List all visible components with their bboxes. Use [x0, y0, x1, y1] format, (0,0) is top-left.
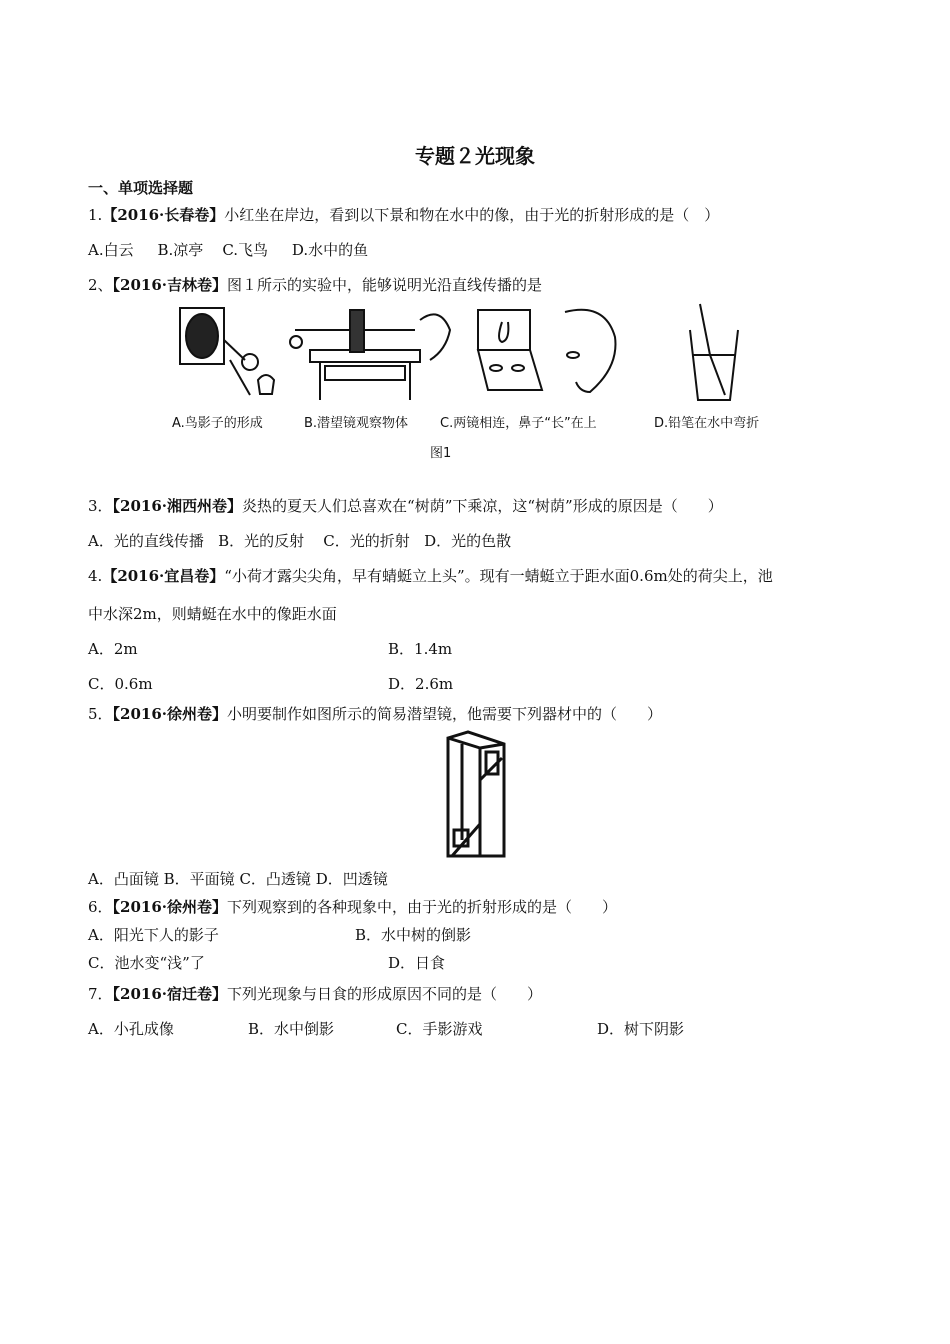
q5-option-c: C．凸透镜	[239, 870, 311, 888]
q4-stem-line-2: 中水深2m，则蜻蜓在水中的像距水面	[88, 605, 337, 623]
question-1	[88, 204, 719, 225]
q3-stem: 炎热的夏天人们总喜欢在“树荫”下乘凉，这“树荫”形成的原因是（ ）	[242, 497, 723, 515]
q4-option-d: D．2.6m	[388, 675, 454, 693]
q3-option-a: A．光的直线传播	[88, 532, 204, 550]
q4-option-a: A．2m	[88, 640, 138, 658]
figure-1-illustration	[170, 300, 790, 410]
two-mirrors-drawing	[478, 310, 615, 392]
q6-option-b: B．水中树的倒影	[355, 926, 472, 944]
page-title: 专题２光现象	[415, 144, 535, 168]
q1-option-a: A.白云	[88, 241, 134, 259]
q7-option-b: B．水中倒影	[248, 1020, 335, 1038]
q7-option-c: C．手影游戏	[396, 1020, 483, 1038]
q1-stem: 小红坐在岸边，看到以下景和物在水中的像，由于光的折射形成的是（ ）	[224, 206, 720, 224]
q1-source: 【2016·长春卷】	[102, 206, 225, 224]
q7-number: 7．	[88, 985, 113, 1003]
question-3	[88, 495, 723, 516]
q2-source: 【2016·吉林卷】	[112, 276, 228, 294]
figure-1-caption-d: D.铅笔在水中弯折	[654, 416, 760, 431]
q5-option-a: A．凸面镜	[88, 870, 159, 888]
figure-1-caption-b: B.潜望镜观察物体	[304, 416, 409, 431]
q3-option-c: C．光的折射	[323, 532, 410, 550]
q5-option-d: D．凹透镜	[315, 870, 388, 888]
bird-shadow-drawing	[180, 308, 274, 395]
q5-number: 5．	[88, 705, 113, 723]
q6-option-a: A．阳光下人的影子	[88, 926, 219, 944]
q3-option-d: D．光的色散	[424, 532, 512, 550]
figure-1-caption-a: A.鸟影子的形成	[172, 416, 263, 431]
q3-option-b: B．光的反射	[218, 532, 305, 550]
q4-source: 【2016·宜昌卷】	[102, 567, 225, 585]
q3-number: 3．	[88, 497, 113, 515]
q1-option-d: D.水中的鱼	[291, 241, 369, 259]
q1-option-b: B.凉亭	[157, 241, 204, 259]
q7-option-d: D．树下阴影	[597, 1020, 685, 1038]
q2-number: 2、	[88, 276, 113, 294]
q4-option-b: B．1.4m	[388, 640, 453, 658]
q4-stem-line-1: “小荷才露尖尖角，早有蜻蜓立上头”。现有一蜻蜓立于距水面0.6m处的荷尖上，池	[224, 567, 773, 585]
figure-1-label: 图1	[430, 446, 452, 461]
question-2	[88, 274, 542, 295]
q1-option-c: C.飞鸟	[222, 241, 269, 259]
question-6	[88, 896, 617, 917]
section-heading: 一、单项选择题	[88, 179, 194, 197]
q7-option-a: A．小孔成像	[88, 1020, 174, 1038]
q6-number: 6．	[88, 898, 113, 916]
q7-stem: 下列光现象与日食的形成原因不同的是（ ）	[227, 985, 543, 1003]
q6-source: 【2016·徐州卷】	[112, 898, 228, 916]
figure-1-caption-c: C.两镜相连，鼻子“长”在上	[440, 416, 597, 431]
q5-option-b: B．平面镜	[163, 870, 235, 888]
q5-options	[88, 868, 388, 889]
periscope-drawing	[290, 310, 450, 400]
q2-stem: 图１所示的实验中，能够说明光沿直线传播的是	[227, 276, 543, 294]
q6-stem: 下列观察到的各种现象中，由于光的折射形成的是（ ）	[227, 898, 618, 916]
periscope-figure	[440, 730, 510, 860]
q6-option-d: D．日食	[388, 954, 446, 972]
q7-source: 【2016·宿迁卷】	[112, 985, 228, 1003]
q6-option-c: C．池水变“浅”了	[88, 954, 205, 972]
question-4	[88, 565, 773, 586]
q5-stem: 小明要制作如图所示的简易潜望镜，他需要下列器材中的（ ）	[227, 705, 663, 723]
question-7	[88, 983, 542, 1004]
q4-number: 4.	[88, 567, 103, 585]
q4-option-c: C．0.6m	[88, 675, 153, 693]
pencil-in-water-drawing	[690, 304, 738, 400]
q3-source: 【2016·湘西州卷】	[112, 497, 243, 515]
q1-number: 1.	[88, 206, 103, 224]
q1-options	[88, 239, 368, 260]
q3-options	[88, 530, 511, 551]
question-5	[88, 703, 662, 724]
q5-source: 【2016·徐州卷】	[112, 705, 228, 723]
